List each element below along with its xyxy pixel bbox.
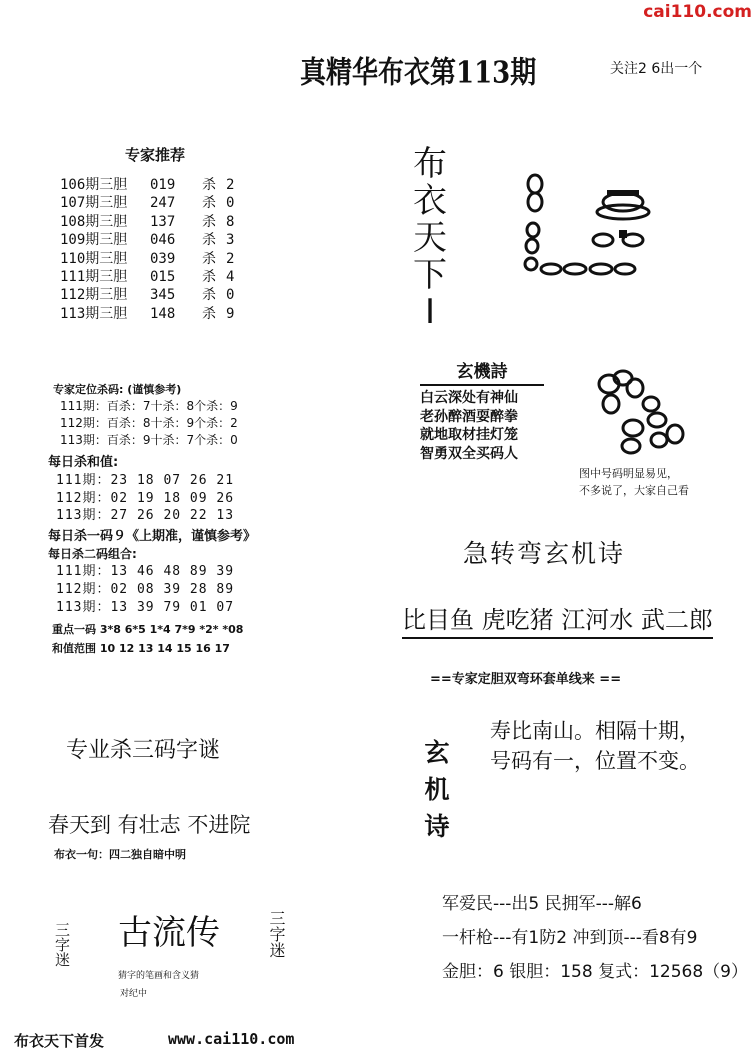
key-code: 重点一码 3*8 6*5 1*4 7*9 *2* *08 xyxy=(52,623,244,636)
row-period: 110期三胆 xyxy=(60,250,128,267)
two-code-row: 113期：13 39 79 01 07 xyxy=(56,600,235,615)
row-kill: 2 xyxy=(226,177,235,193)
row-nums: 015 xyxy=(150,269,176,286)
expert-row xyxy=(60,305,234,323)
footer-brand: 布衣天下首发 xyxy=(14,1032,105,1050)
expert-row xyxy=(60,176,234,194)
daily-sum-row: 111期：23 18 07 26 21 xyxy=(56,473,235,488)
riddle-title: 专业杀三码字谜 xyxy=(66,738,221,763)
xuanji-title: 玄機詩 xyxy=(420,357,544,386)
row-kill: 0 xyxy=(226,195,235,212)
row-nums: 345 xyxy=(150,287,176,304)
xuanji-line: 白云深处有神仙 xyxy=(420,390,518,406)
daily-sum-rows xyxy=(56,472,234,525)
prediction-line: 一杆枪---有1防2 冲到顶---看8有9 xyxy=(442,928,698,948)
kill-position-row: 113期：百杀：9十杀：7个杀：0 xyxy=(60,433,238,447)
picture-hint xyxy=(579,465,689,499)
page-title: 真精华布衣第113期 xyxy=(300,56,537,91)
row-kill-label: 杀 xyxy=(202,213,216,230)
row-period: 108期三胆 xyxy=(60,213,128,230)
kill-position-row: 111期：百杀：7十杀：8个杀：9 xyxy=(60,399,238,413)
row-kill-label: 杀 xyxy=(202,287,216,304)
gu-note: 对纪中 xyxy=(120,989,148,999)
prediction-line: 军爱民---出5 民拥军---解6 xyxy=(442,894,642,914)
expert-title: 专家推荐 xyxy=(125,146,186,164)
one-code-kill: 每日杀一码９《上期准，谨慎参考》 xyxy=(48,529,257,544)
vertical-char: 下 xyxy=(413,255,447,295)
buyi-vertical-title xyxy=(410,146,450,331)
daily-sum-title: 每日杀和值: xyxy=(48,455,119,470)
vertical-char: 诗 xyxy=(424,812,450,841)
expert-row xyxy=(60,213,234,231)
xuanji-line: 老孙醉酒耍醉拳 xyxy=(420,408,518,425)
row-kill-label: 杀 xyxy=(202,250,216,267)
expert-dan: ==专家定胆双弯环套单线来 == xyxy=(430,672,622,687)
row-period: 109期三胆 xyxy=(60,232,128,249)
poem-text xyxy=(490,716,700,776)
row-kill-label: 杀 xyxy=(202,232,216,249)
buyi-phrase: 布衣一句：四二独自暗中明 xyxy=(54,848,186,861)
xuanji-vertical-title xyxy=(423,734,451,845)
row-kill-label: 杀 xyxy=(202,305,216,322)
row-kill: 3 xyxy=(226,232,235,249)
number-picture-2 xyxy=(593,368,693,460)
hint-line: 不多说了，大家自己看 xyxy=(579,484,689,497)
expert-row xyxy=(60,286,234,304)
row-period: 112期三胆 xyxy=(60,287,128,304)
row-kill-label: 杀 xyxy=(202,177,216,193)
prediction-line: 金胆：6 银胆：158 复式：12568（9） xyxy=(442,962,748,982)
focus-note: 关注2 6出一个 xyxy=(610,61,703,77)
row-kill: 2 xyxy=(226,250,235,267)
row-kill-label: 杀 xyxy=(202,269,216,286)
poem-line: 号码有一，位置不变。 xyxy=(490,749,700,773)
row-nums: 046 xyxy=(150,232,176,249)
xuanji-line: 智勇双全买码人 xyxy=(420,445,518,462)
vertical-char: 衣 xyxy=(413,181,447,221)
row-nums: 148 xyxy=(150,305,176,322)
expert-row xyxy=(60,268,234,286)
row-nums: 039 xyxy=(150,250,176,267)
row-kill: 8 xyxy=(226,213,235,230)
row-kill: 9 xyxy=(226,305,235,322)
two-code-row: 111期：13 46 48 89 39 xyxy=(56,564,235,579)
turn-answer: 比目鱼 虎吃猪 江河水 武二郎 xyxy=(402,600,713,639)
vertical-char: 玄 xyxy=(424,738,450,767)
daily-sum-row: 112期：02 19 18 09 26 xyxy=(56,490,235,506)
two-code-title: 每日杀二码组合: xyxy=(48,547,137,561)
xuanji-poem-box xyxy=(420,357,544,463)
row-period: 106期三胆 xyxy=(60,177,128,193)
row-nums: 019 xyxy=(150,177,176,193)
row-kill: 0 xyxy=(226,287,235,304)
vertical-char: I xyxy=(424,292,436,332)
two-code-row: 112期：02 08 39 28 89 xyxy=(56,582,235,597)
footer-url: www.cai110.com xyxy=(168,1030,295,1048)
hint-line: 图中号码明显易见， xyxy=(579,467,678,480)
kill-position-title: 专家定位杀码: (谨慎参考) xyxy=(53,383,182,396)
expert-list xyxy=(60,176,234,323)
expert-row xyxy=(60,250,234,268)
sanzi-left: 三字迷 xyxy=(53,922,71,967)
turn-title: 急转弯玄机诗 xyxy=(463,539,626,568)
poem-line: 寿比南山。相隔十期， xyxy=(490,719,700,743)
kill-position-row: 112期：百杀：8十杀：9个杀：2 xyxy=(60,416,238,430)
row-period: 107期三胆 xyxy=(60,195,128,212)
two-code-rows xyxy=(56,563,234,617)
watermark: cai110.com xyxy=(643,2,752,22)
row-period: 113期三胆 xyxy=(60,305,128,322)
vertical-char: 布 xyxy=(413,144,447,184)
row-nums: 247 xyxy=(150,195,176,212)
row-nums: 137 xyxy=(150,213,176,230)
sum-range: 和值范围 10 12 13 14 15 16 17 xyxy=(52,642,230,655)
number-picture-1 xyxy=(515,172,665,280)
vertical-char: 天 xyxy=(413,218,447,258)
xuanji-line: 就地取材挂灯笼 xyxy=(420,427,518,443)
row-period: 111期三胆 xyxy=(60,269,128,286)
gu-note: 猜字的笔画和含义猜 xyxy=(118,971,200,981)
row-kill: 4 xyxy=(226,269,235,286)
riddle-text: 春天到 有壮志 不进院 xyxy=(48,813,251,837)
sanzi-right: 三字迷 xyxy=(267,910,286,958)
expert-row xyxy=(60,231,234,249)
expert-row xyxy=(60,194,234,212)
daily-sum-row: 113期：27 26 20 22 13 xyxy=(56,508,235,523)
row-kill-label: 杀 xyxy=(202,195,216,212)
gu-liu-chuan: 古流传 xyxy=(118,913,220,953)
kill-position-rows xyxy=(60,398,238,449)
vertical-char: 机 xyxy=(424,775,450,804)
bottom-predictions xyxy=(442,887,748,989)
